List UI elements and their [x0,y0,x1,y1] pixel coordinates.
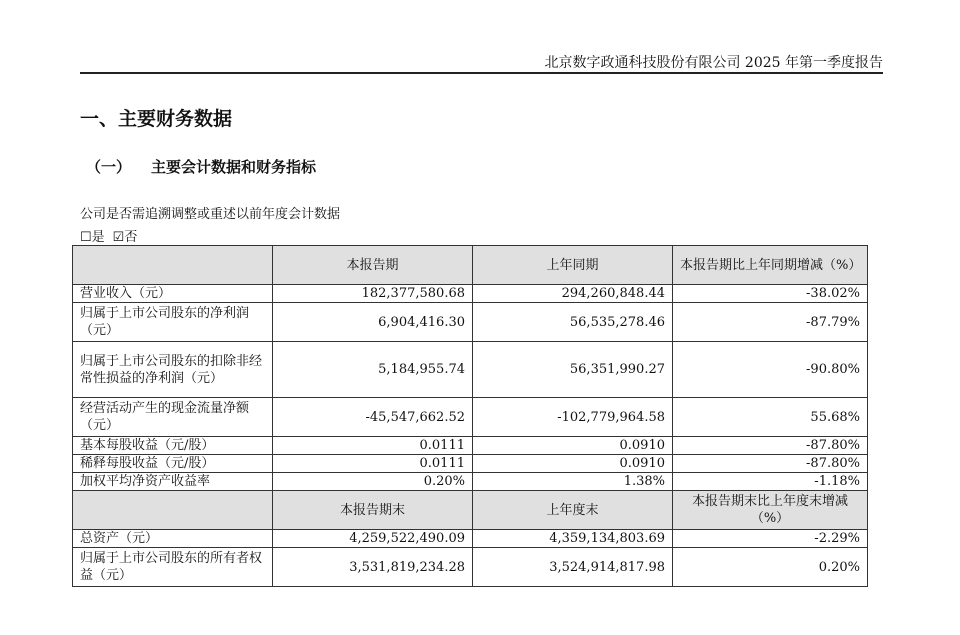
prior-value: 0.0910 [473,455,673,473]
current-value: 3,531,819,234.28 [273,548,473,587]
checked-box-icon: ☑ [112,230,125,245]
table-row [73,473,868,491]
table-row [73,455,868,473]
prior-value: -102,779,964.58 [473,398,673,437]
row-label: 营业收入（元） [73,285,273,303]
prior-value: 0.0910 [473,437,673,455]
change-value: -87.79% [673,303,868,342]
table-row [73,342,868,398]
change-value: -38.02% [673,285,868,303]
row-label: 经营活动产生的现金流量净额（元） [73,398,273,437]
table-row [73,437,868,455]
restatement-question: 公司是否需追溯调整或重述以前年度会计数据 [80,207,341,222]
subsection-title [86,156,316,177]
header-cell-prior: 上年同期 [473,246,673,285]
header-cell-current: 本报告期末 [273,491,473,530]
current-value: 6,904,416.30 [273,303,473,342]
current-value: -45,547,662.52 [273,398,473,437]
prior-value: 294,260,848.44 [473,285,673,303]
table-row [73,398,868,437]
change-value: -87.80% [673,437,868,455]
change-value: -87.80% [673,455,868,473]
table-row [73,548,868,587]
option-yes[interactable] [80,230,105,245]
header-cell-label [73,491,273,530]
current-value: 0.0111 [273,455,473,473]
prior-value: 3,524,914,817.98 [473,548,673,587]
current-value: 182,377,580.68 [273,285,473,303]
row-label: 基本每股收益（元/股） [73,437,273,455]
row-label: 加权平均净资产收益率 [73,473,273,491]
table-header-row [73,246,868,285]
prior-value: 56,351,990.27 [473,342,673,398]
header-cell-current: 本报告期 [273,246,473,285]
option-no-label: 否 [124,230,138,245]
table-row [73,303,868,342]
change-value: -90.80% [673,342,868,398]
header-cell-change: 本报告期末比上年度末增减（%） [673,491,868,530]
unchecked-box-icon: ☐ [80,230,92,245]
current-value: 0.20% [273,473,473,491]
change-value: -1.18% [673,473,868,491]
row-label: 归属于上市公司股东的扣除非经常性损益的净利润（元） [73,342,273,398]
option-yes-label: 是 [91,230,105,245]
header-cell-change: 本报告期比上年同期增减（%） [673,246,868,285]
row-label: 归属于上市公司股东的所有者权益（元） [73,548,273,587]
subsection-number: （一） [86,158,132,176]
current-value: 4,259,522,490.09 [273,530,473,548]
change-value: -2.29% [673,530,868,548]
financial-data-table [72,245,868,587]
subsection-text: 主要会计数据和财务指标 [151,158,317,176]
header-cell-label [73,246,273,285]
row-label: 总资产（元） [73,530,273,548]
change-value: 0.20% [673,548,868,587]
current-value: 5,184,955.74 [273,342,473,398]
table-row [73,530,868,548]
table-header-row [73,491,868,530]
prior-value: 56,535,278.46 [473,303,673,342]
prior-value: 4,359,134,803.69 [473,530,673,548]
restatement-options [80,226,145,245]
header-cell-prior: 上年度末 [473,491,673,530]
page-header [80,50,883,74]
current-value: 0.0111 [273,437,473,455]
option-no[interactable] [113,230,138,245]
section-title: 一、主要财务数据 [80,108,233,130]
report-header-title: 北京数字政通科技股份有限公司 2025 年第一季度报告 [544,55,883,71]
row-label: 稀释每股收益（元/股） [73,455,273,473]
table-row [73,285,868,303]
change-value: 55.68% [673,398,868,437]
row-label: 归属于上市公司股东的净利润（元） [73,303,273,342]
prior-value: 1.38% [473,473,673,491]
